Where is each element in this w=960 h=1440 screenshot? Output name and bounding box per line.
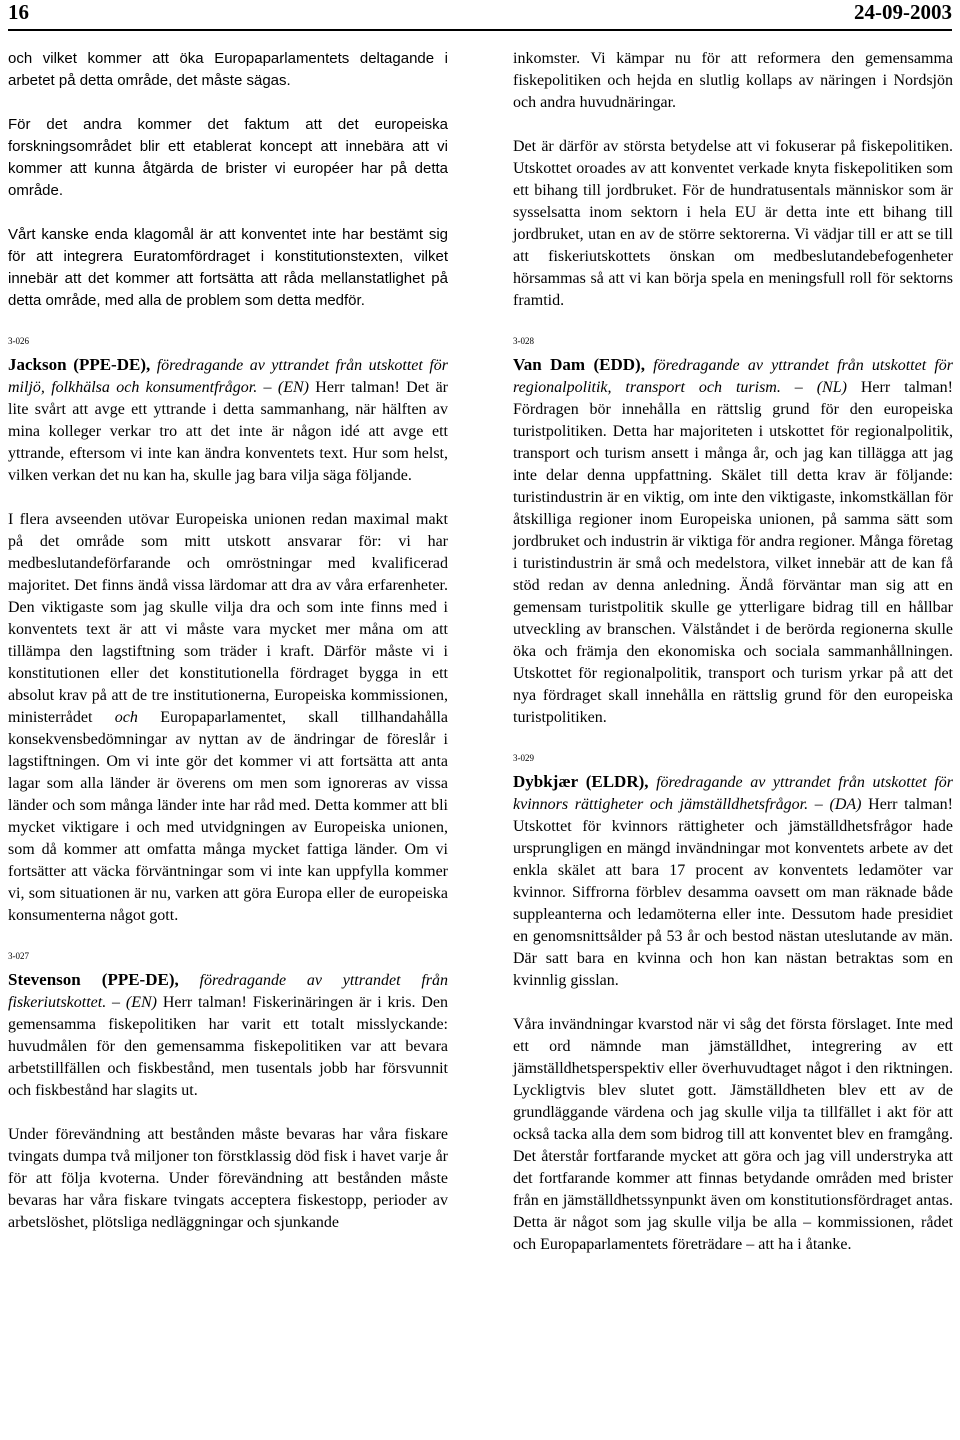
right-column <box>513 48 953 1256</box>
paragraph: Vårt kanske enda klagomål är att konventet inte har bestämt sig för att integrera Euratomfördraget i konstitutionstexten, vilket innebär att det kommer att fortsätta att råda mellanstatlighet på detta område, med alla de problem som detta medför. <box>8 226 448 309</box>
speech-reference: 3-029 <box>513 753 534 763</box>
speech-text: Herr talman! Fördragen bör innehålla en rättslig grund för den europeiska turistpolitiken. Detta har majoriteten i utskottet för regionalpolitik, transport och turism ansett i många år, och jag kan tillägga att jag inte delar denna uppfattning. Skälet till detta krav är följande: turistindustrin är en viktig, om inte den viktigaste, inkomstkällan för åtskilliga regioner inom Europeiska unionen, på samma sätt som jordbruket och industrin är viktiga för andra regioner. Många företag i turistindustrin är små och medelstora, vilket innebär att de kan få stöd redan av denna anledning. Ändå förväntar man sig att en gemensam turistpolitik skulle ge ytterligare bidrag till en hållbar utveckling av branschen. Välståndet i de berörda regionerna skulle öka och främja den ekonomiska och sociala sammanhållningen. Utskottet för regionalpolitik, transport och turism yrkar på att det nya fördraget skall innehålla en rättslig grund för den europeiska turistpolitiken. <box>513 379 953 726</box>
speech-text: Herr talman! Utskottet för kvinnors rättigheter och jämställdhetsfrågor hade ursprungligen en mängd invändningar mot konventets arbete av det enkla skälet att bara 17 procent av konventets ledamöter var kvinnor. Siffrorna förblev desamma oavsett om man räknade både suppleanterna och ledamöterna eller inte. Dessutom hade presidiet en genomsnittsålder på 53 år och bestod nästan uteslutande av män. Där satt bara en kvinna och hon kan nästan betraktas som en kvinnlig gisslan. <box>513 796 954 989</box>
header-rule <box>8 29 952 31</box>
page-header <box>8 0 952 30</box>
speech-paragraph <box>513 354 953 729</box>
speech-text: I flera avseenden utövar Europeiska unionen redan maximal makt på det område som mitt utskott ansvarar för: vi har medbeslutandeförfarande och omröstningar med kvalificerad majoritet. Det finns ändå vissa lärdomar att dra av våra erfarenheter. Den viktigaste som jag skulle vilja dra och som inte finns med i konventets text är att vi måste vara mycket mer måna om att tillämpa den lagstiftning som träder i kraft. Därför måste vi i konstitutionen eller det konstitutionella fördraget bygga in ett absolut krav på att de tre institutionerna, Europeiska kommissionen, ministerrådet <box>8 511 448 726</box>
header-date: 24-09-2003 <box>854 0 952 24</box>
speech-paragraph <box>8 509 448 927</box>
speaker-role: föredragande av yttrandet från utskottet för miljö, folkhälsa och konsumentfrågor. – <box>8 357 448 396</box>
speech-reference: 3-028 <box>513 336 534 346</box>
speech-text: Herr talman! Fiskerinäringen är i kris. Den gemensamma fiskepolitiken har varit ett totalt misslyckande: huvudmålen för den gemensamma fiskepolitiken var att bevara arbetstillfällen och fiskbestånd, men tusentals jobb har försvunnit och fiskbestånd har slagits ut. <box>8 994 449 1099</box>
speaker-role: föredragande av yttrandet från utskottet för kvinnors rättigheter och jämställdhetsfrågor. – <box>513 774 953 813</box>
language-code: (DA) <box>822 796 862 813</box>
paragraph: För det andra kommer det faktum att det europeiska forskningsområdet blir ett etablerat koncept att innebära att vi kommer att kunna åtgärda de brister vi européer har på detta område. <box>8 116 448 199</box>
speaker-name: Dybkjær (ELDR), <box>513 772 649 791</box>
speech-reference: 3-026 <box>8 336 29 346</box>
speaker-name: Jackson (PPE-DE), <box>8 355 151 374</box>
speaker-name: Van Dam (EDD), <box>513 355 645 374</box>
paragraph: och vilket kommer att öka Europaparlamentets deltagande i arbetet på detta område, det måste sägas. <box>8 50 448 89</box>
speech-paragraph <box>8 969 448 1102</box>
paragraph: inkomster. Vi kämpar nu för att reformera den gemensamma fiskepolitiken och hejda en slutlig kollaps av näringen i Nordsjön och andra huvudnäringar. <box>513 50 953 111</box>
speaker-name: Stevenson (PPE-DE), <box>8 970 179 989</box>
speaker-role: föredragande av yttrandet från fiskeriutskottet. – <box>8 972 448 1011</box>
speech-text: Herr talman! Det är lite svårt att avge ett yttrande i detta sammanhang, när hälften av mina kolleger verkar tro att det inte är någon idé att avge ett yttrande, eftersom vi inte kan ändra konventets text. Hur som helst, vilken verkan det nu kan ha, skulle jag bara vilja säga följande. <box>8 379 448 484</box>
speech-text: Europaparlamentet, skall tillhandahålla konsekvensbedömningar av nyttan av de ändringar de föreslår i lagstiftningen. Om vi inte gör det kommer vi att fortsätta att anta lagar som alla länder är överens om men som ignoreras av vissa länder och som många länder inte har råd med. Detta kommer att bli mycket viktigare i och med utvidgningen av Europeiska unionen, som då kommer att omfatta många mycket fattiga länder. Om vi fortsätter att väcka förväntningar som vi inte kan uppfylla kommer vi, som situationen är nu, varken att göra Europa eller de europeiska konsumenterna något gott. <box>8 709 448 924</box>
left-column <box>8 48 448 1234</box>
language-code: (NL) <box>802 379 847 396</box>
speech-paragraph <box>8 354 448 487</box>
language-code: (EN) <box>120 994 157 1011</box>
speech-paragraph: Under förevändning att bestånden måste bevaras har våra fiskare tvingats dumpa två miljoner ton förstklassig död fisk i havet varje år för att följa kvoterna. Under förevändning att bestånden måste bevaras har våra fiskare tvingats acceptera fiskestopp, perioder av arbetslöshet, plötsliga nedläggningar och sjunkande <box>8 1126 448 1231</box>
page-number: 16 <box>8 0 29 24</box>
speech-reference: 3-027 <box>8 951 29 961</box>
paragraph: Det är därför av största betydelse att vi fokuserar på fiskepolitiken. Utskottet oroades av att konventet verkade knyta fiskepolitiken som ett bihang till jordbruket. För de hundratusentals människor som är sysselsatta inom sektorn i hela EU är detta inte ett bihang till jordbruket, utan en av de större sektorerna. Vi vädjar till er att se till att fiskeriutskottets önskan om medbeslutandebefogenheter hörsammas så att vi kan börja spela en meningsfull roll för sektorns framtid. <box>513 138 953 309</box>
speech-paragraph: Våra invändningar kvarstod när vi såg det första förslaget. Inte med ett ord nämnde man jämställdhet, integrering av ett jämställdhetsperspektiv eller överhuvudtaget något i den riktningen. Lyckligtvis blev slutet gott. Jämställdheten blev ett av de grundläggande värdena och jag skulle vilja ta tillfället i akt för att också tacka alla dem som bidrog till att konventet blev en framgång. Det återstår fortfarande mycket att göra och jag vill understryka att det fortfarande kommer att finnas betydande områden med brister från en jämställdhetssynpunkt även om konstitutionsfördraget antas. Detta är något som jag skulle vilja be alla – kommissionen, rådet och Europaparlamentets företrädare – att ha i åtanke. <box>513 1016 953 1253</box>
italic-word: och <box>92 709 161 726</box>
language-code: (EN) <box>271 379 309 396</box>
speech-paragraph <box>513 771 953 992</box>
speaker-role: föredragande av yttrandet från utskottet för regionalpolitik, transport och turism. – <box>513 357 953 396</box>
